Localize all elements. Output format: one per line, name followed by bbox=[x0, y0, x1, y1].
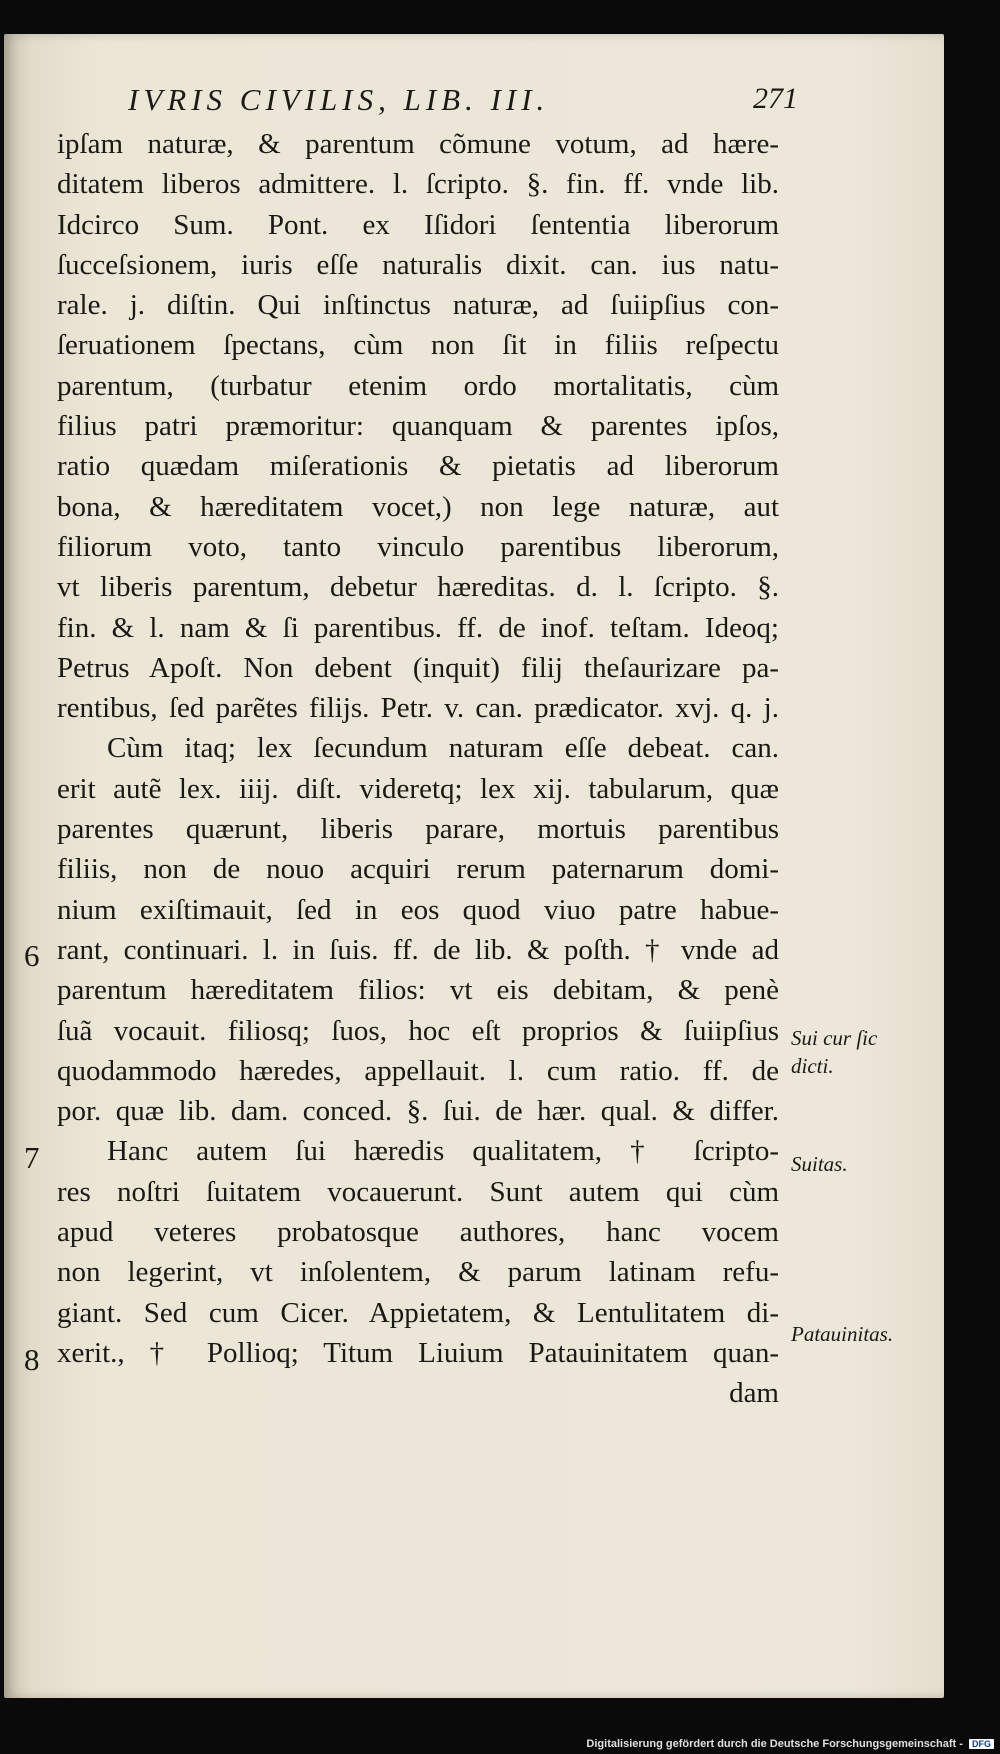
text-line: Idcirco Sum. Pont. ex Iſidori ſententia liberorum bbox=[57, 208, 779, 241]
side-note: Suitas. bbox=[791, 1152, 848, 1176]
text-line: parentum, (turbatur etenim ordo mortalitatis, cùm bbox=[57, 369, 779, 402]
text-line: por. quæ lib. dam. conced. §. ſui. de hær. qual. & differ. bbox=[57, 1095, 779, 1128]
margin-number: 7 bbox=[24, 1140, 40, 1175]
running-head: IVRIS CIVILIS, LIB. III. bbox=[128, 82, 550, 117]
text-line: filiis, non de nouo acquiri rerum paternarum domi- bbox=[57, 853, 779, 886]
text-line: res noſtri ſuitatem vocauerunt. Sunt autem qui cùm bbox=[57, 1175, 779, 1208]
side-note: Patauinitas. bbox=[791, 1322, 894, 1346]
text-line: fin. & l. nam & ſi parentibus. ff. de inof. teſtam. Ideoq; bbox=[57, 611, 779, 644]
margin-number: 8 bbox=[24, 1342, 40, 1377]
page-header bbox=[128, 82, 798, 122]
digitization-credit bbox=[586, 1738, 994, 1750]
text-line: ſeruationem ſpectans, cùm non ſit in filiis reſpectu bbox=[57, 329, 779, 362]
text-line: parentes quærunt, liberis parare, mortuis parentibus bbox=[57, 813, 779, 846]
text-line: ditatem liberos admittere. l. ſcripto. §. fin. ff. vnde lib. bbox=[57, 168, 779, 201]
text-line: filiorum voto, tanto vinculo parentibus liberorum, bbox=[57, 530, 779, 563]
text-line: Hanc autem ſui hæredis qualitatem, † ſcripto- bbox=[107, 1135, 779, 1168]
text-line: ipſam naturæ, & parentum cõmune votum, ad hære- bbox=[57, 128, 779, 160]
text-line: rentibus, ſed parẽtes filijs. Petr. v. can. prædicator. xvj. q. j. bbox=[57, 692, 779, 725]
text-line: nium exiſtimauit, ſed in eos quod viuo patre habue- bbox=[57, 893, 779, 926]
catchword: dam bbox=[729, 1377, 779, 1410]
text-line: bona, & hæreditatem vocet,) non lege naturæ, aut bbox=[57, 490, 779, 523]
text-line: quodammodo hæredes, appellauit. l. cum ratio. ff. de bbox=[57, 1054, 779, 1087]
text-line: rale. j. diſtin. Qui inſtinctus naturæ, ad ſuiipſius con- bbox=[57, 289, 779, 322]
text-line: ſuã vocauit. filiosq; ſuos, hoc eſt proprios & ſuiipſius bbox=[57, 1014, 779, 1047]
text-line: ſucceſsionem, iuris eſſe naturalis dixit. can. ius natu- bbox=[57, 248, 779, 281]
text-line: vt liberis parentum, debetur hæreditas. d. l. ſcripto. §. bbox=[57, 571, 779, 604]
margin-number: 6 bbox=[24, 938, 40, 973]
text-line: parentum hæreditatem filios: vt eis debitam, & penè bbox=[57, 974, 779, 1007]
page-number: 271 bbox=[753, 82, 798, 115]
text-line: giant. Sed cum Cicer. Appietatem, & Lentulitatem di- bbox=[57, 1296, 779, 1329]
text-line: apud veteres probatosque authores, hanc vocem bbox=[57, 1216, 779, 1249]
text-line: ratio quædam miſerationis & pietatis ad liberorum bbox=[57, 450, 779, 483]
body-text bbox=[57, 124, 779, 1414]
text-line: non legerint, vt inſolentem, & parum latinam refu- bbox=[57, 1256, 779, 1289]
credit-text: Digitalisierung gefördert durch die Deutsche Forschungsgemeinschaft - bbox=[586, 1738, 963, 1750]
text-line: erit autẽ lex. iiij. diſt. videretq; lex xij. tabularum, quæ bbox=[57, 772, 779, 805]
dfg-logo-icon: DFG bbox=[969, 1739, 994, 1749]
text-line: Cùm itaq; lex ſecundum naturam eſſe debeat. can. bbox=[107, 732, 779, 765]
text-line: rant, continuari. l. in ſuis. ff. de lib. & poſth. † vnde ad bbox=[57, 933, 779, 966]
text-line: xerit., † Pollioq; Titum Liuium Patauinitatem quan- bbox=[57, 1336, 779, 1369]
text-line: filius patri præmoritur: quanquam & parentes ipſos, bbox=[57, 410, 779, 443]
text-line: Petrus Apoſt. Non debent (inquit) filij theſaurizare pa- bbox=[57, 651, 779, 684]
side-note: Sui cur ſic dicti. bbox=[791, 1026, 878, 1078]
